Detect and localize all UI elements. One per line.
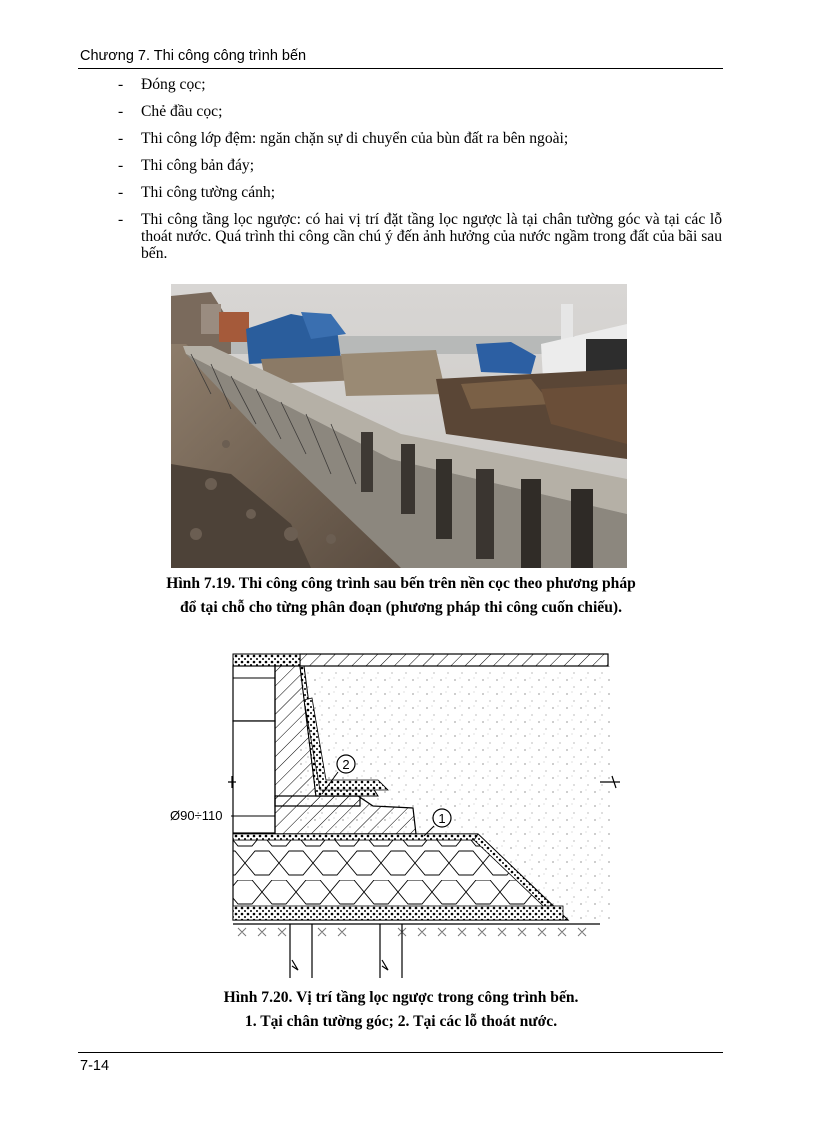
page-number: 7-14: [80, 1058, 110, 1074]
drain-diameter-text: Ø90÷110: [170, 808, 223, 823]
filter-layer-diagram: [228, 648, 620, 978]
marker-1-label: 1: [438, 811, 446, 826]
list-item: - Đóng cọc;: [118, 76, 206, 93]
dimension-label-overlay: [170, 800, 240, 840]
bullet-list: [100, 76, 722, 272]
list-item: - Thi công tường cánh;: [118, 184, 276, 201]
list-item: - Thi công bản đáy;: [118, 157, 255, 174]
footer-rule: [78, 1052, 723, 1053]
running-header: Chương 7. Thi công công trình bến: [80, 48, 307, 64]
list-item: - Chẻ đầu cọc;: [118, 103, 223, 120]
figure-7-19-caption: Hình 7.19. Thi công công trình sau bến trên nền cọc theo phương pháp đổ tại chỗ cho từng phân đoạn (phương pháp thi công cuốn chiếu).: [166, 575, 636, 616]
figure-7-20-caption: Hình 7.20. Vị trí tầng lọc ngược trong công trình bến. 1. Tại chân tường góc; 2. Tại các lỗ thoát nước.: [223, 989, 579, 1030]
list-item: - Thi công lớp đệm: ngăn chặn sự di chuyển của bùn đất ra bên ngoài;: [118, 130, 569, 147]
marker-2-label: 2: [342, 757, 350, 772]
construction-photo: [171, 284, 627, 568]
list-item: - Thi công tầng lọc ngược: có hai vị trí đặt tầng lọc ngược là tại chân tường góc và tại các lỗ thoát nước. Quá trình thi công cần chú ý đến ảnh hưởng của nước ngầm trong đất của bãi sau bến.: [118, 211, 722, 262]
header-rule: [78, 68, 723, 69]
